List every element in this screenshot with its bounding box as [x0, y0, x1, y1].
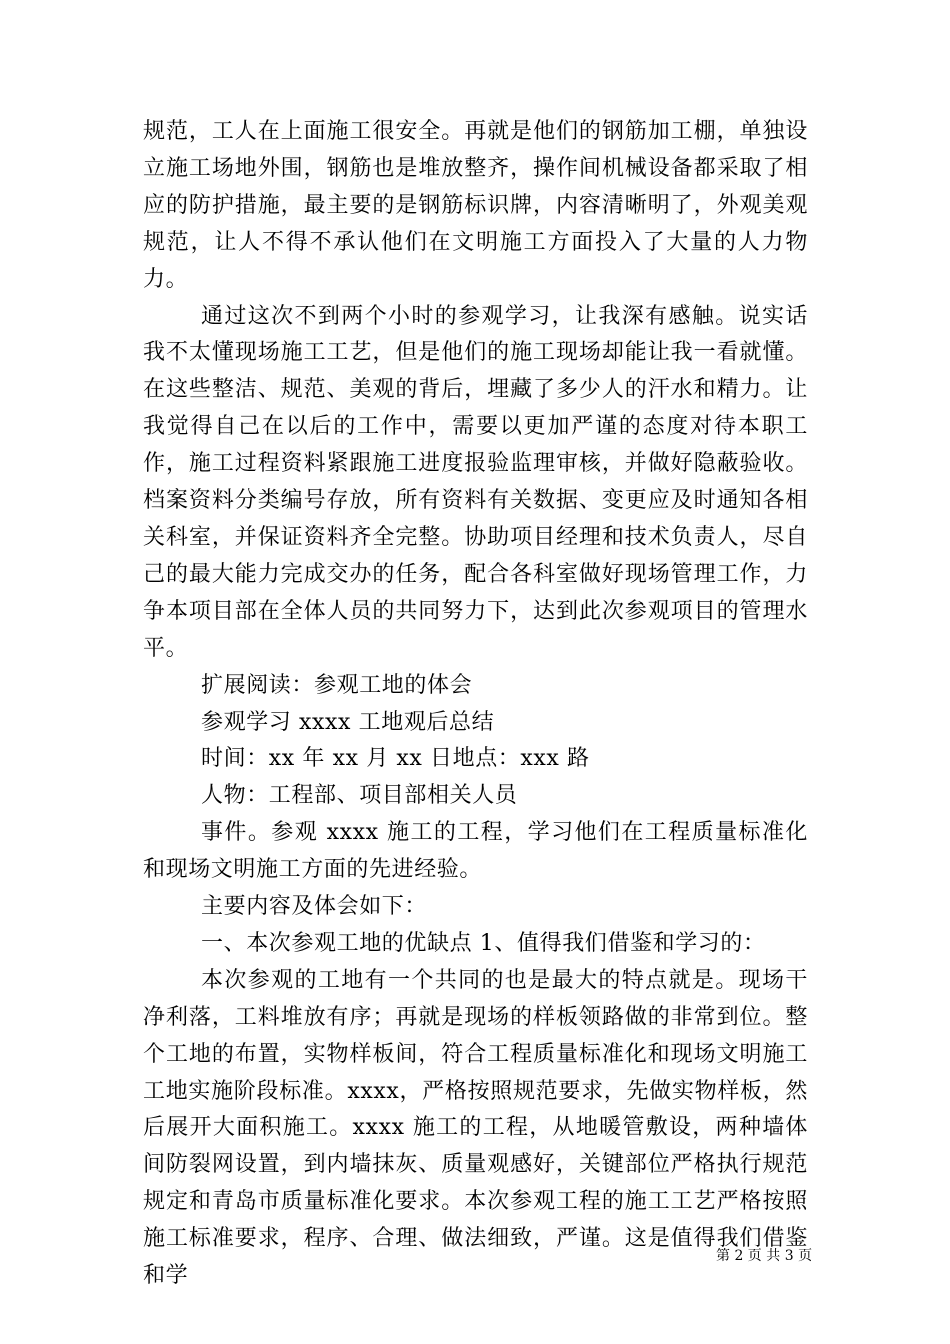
paragraph-summary-title: 参观学习 xxxx 工地观后总结 [201, 709, 495, 735]
paragraph-people: 人物：工程部、项目部相关人员 [201, 783, 518, 809]
paragraph-event: 事件。参观 xxxx 施工的工程，学习他们在工程质量标准化和现场文明施工方面的先进经验。 [143, 820, 808, 883]
paragraph-visit-reflection: 通过这次不到两个小时的参观学习，让我深有感触。说实话我不太懂现场施工工艺，但是他们的施工现场却能让我一看就懂。在这些整洁、规范、美观的背后，埋藏了多少人的汗水和精力。让我觉得自己在以后的工作中，需要以更加严谨的态度对待本职工作，施工过程资料紧跟施工进度报验监理审核，并做好隐蔽验收。档案资料分类编号存放，所有资料有关数据、变更应及时通知各相关科室，并保证资料齐全完整。协助项目经理和技术负责人，尽自己的最大能力完成交办的任务，配合各科室做好现场管理工作，力争本项目部在全体人员的共同努力下，达到此次参观项目的管理水平。 [143, 303, 808, 661]
paragraph-section-heading: 一、本次参观工地的优缺点 1、值得我们借鉴和学习的： [201, 930, 766, 956]
paragraph-main-content: 主要内容及体会如下： [201, 894, 428, 920]
paragraph-extended-reading: 扩展阅读：参观工地的体会 [201, 672, 473, 698]
body-text [143, 114, 808, 1295]
paragraph-site-features: 本次参观的工地有一个共同的也是最大的特点就是。现场干净利落，工料堆放有序；再就是现场的样板领路做的非常到位。整个工地的布置，实物样板间，符合工程质量标准化和现场文明施工工地实施阶段标准。xxxx，严格按照规范要求，先做实物样板，然后展开大面积施工。xxxx 施工的工程，从地暖管敷设，两种墙体间防裂网设置，到内墙抹灰、质量观感好，关键部位严格执行规范规定和青岛市质量标准化要求。本次参观工程的施工工艺严格按照施工标准要求，程序、合理、做法细致，严谨。这是值得我们借鉴和学 [143, 967, 808, 1289]
paragraph-time-place: 时间：xx 年 xx 月 xx 日地点：xxx 路 [201, 746, 590, 772]
page-number: 第 2 页 共 3 页 [716, 1248, 813, 1264]
paragraph-site-safety: 规范，工人在上面施工很安全。再就是他们的钢筋加工棚，单独设立施工场地外围，钢筋也是堆放整齐，操作间机械设备都采取了相应的防护措施，最主要的是钢筋标识牌，内容清晰明了，外观美观规范，让人不得不承认他们在文明施工方面投入了大量的人力物力。 [143, 119, 808, 292]
